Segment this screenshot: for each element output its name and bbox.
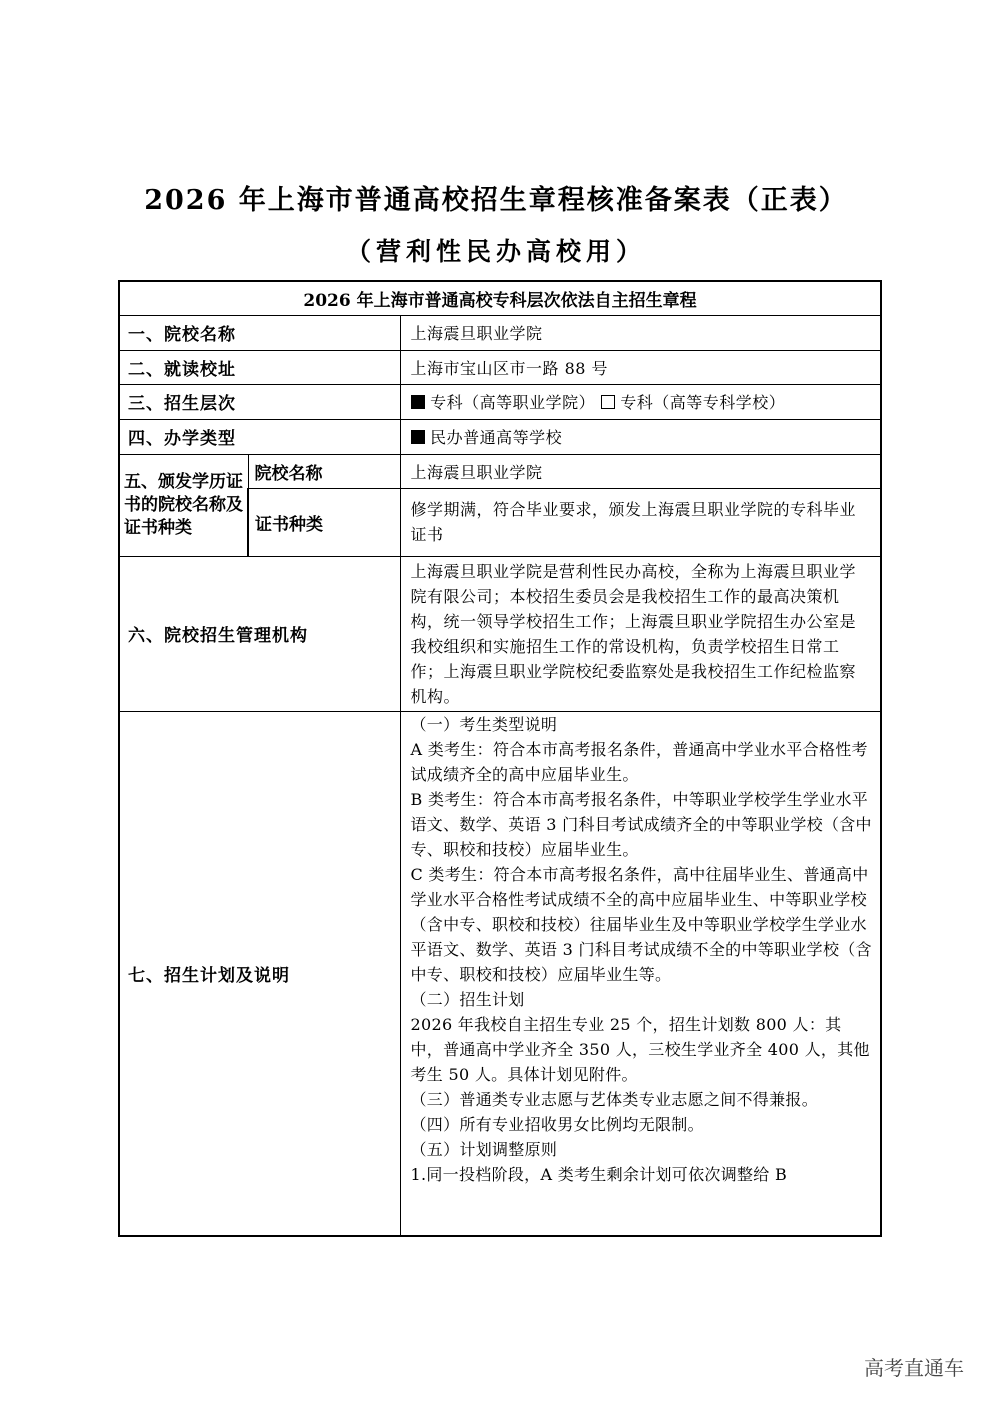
table-header: 2026 年上海市普通高校专科层次依法自主招生章程 [119,281,881,315]
plan-paragraph: A 类考生：符合本市高考报名条件，普通高中学业水平合格性考试成绩齐全的高中应届毕业生。 [410,739,868,784]
plan-paragraph: B 类考生：符合本市高考报名条件，中等职业学校学生学业水平语文、数学、英语 3 门科目考试成绩齐全的中等职业学校（含中专、职校和技校）应届毕业生。 [410,789,872,859]
address-label: 二、就读校址 [119,350,400,384]
row-certificate-name [119,454,881,488]
type-options [400,419,881,454]
school-name-value: 上海震旦职业学院 [400,315,881,350]
school-name-label: 一、院校名称 [119,315,400,350]
plan-label: 七、招生计划及说明 [119,711,400,1236]
certificate-name-value: 上海震旦职业学院 [400,454,881,488]
filing-form-table [118,280,882,1237]
type-label: 四、办学类型 [119,419,400,454]
level-option-label: 专科（高等专科学校） [620,393,786,412]
type-option-private[interactable] [411,428,563,447]
management-label: 六、院校招生管理机构 [119,556,400,711]
level-option-vocational[interactable] [411,393,596,412]
management-value: 上海震旦职业学院是营利性民办高校，全称为上海震旦职业学院有限公司；本校招生委员会是我校招生工作的最高决策机构，统一领导学校招生工作；上海震旦职业学院招生办公室是我校组织和实施招生工作的常设机构，负责学校招生日常工作；上海震旦职业学院校纪委监察处是我校招生工作纪检监察机构。 [400,556,881,711]
plan-paragraph: （四）所有专业招收男女比例均无限制。 [410,1114,704,1134]
checkbox-icon [411,395,425,409]
level-option-specialized[interactable] [601,393,786,412]
plan-paragraph: 2026 年我校自主招生专业 25 个，招生计划数 800 人：其中，普通高中学业齐全 350 人，三校生学业齐全 400 人，其他考生 50 人。具体计划见附件。 [410,1014,870,1084]
level-options [400,384,881,419]
form-title: 2026 年上海市普通高校招生章程核准备案表（正表） [144,185,848,216]
row-type [119,419,881,454]
row-school-name [119,315,881,350]
row-address [119,350,881,384]
checkbox-icon [411,430,425,444]
certificate-kind-label: 证书种类 [248,488,400,556]
plan-paragraph: （一）考生类型说明 [410,714,558,734]
plan-paragraph: （五）计划调整原则 [410,1139,558,1159]
plan-paragraph: C 类考生：符合本市高考报名条件，高中往届毕业生、普通高中学业水平合格性考试成绩不全的高中应届毕业生、中等职业学校（含中专、职校和技校）往届毕业生及中等职业学校学生学业水平语文、数学、英语 3 门科目考试成绩不全的中等职业学校（含中专、职校和技校）应届毕业生等。 [410,864,872,984]
row-level [119,384,881,419]
row-plan [119,711,881,1236]
row-management [119,556,881,711]
plan-paragraph: （二）招生计划 [410,989,525,1009]
address-value: 上海市宝山区市一路 88 号 [400,350,881,384]
form-subtitle: （营利性民办高校用） [345,237,646,266]
level-option-label: 专科（高等职业学院） [430,393,596,412]
plan-paragraph: （三）普通类专业志愿与艺体类专业志愿之间不得兼报。 [410,1089,819,1109]
watermark: 高考直通车 [864,1356,964,1380]
certificate-kind-value: 修学期满，符合毕业要求，颁发上海震旦职业学院的专科毕业证书 [400,488,881,556]
certificate-label: 五、颁发学历证书的院校名称及证书种类 [119,454,248,556]
level-label: 三、招生层次 [119,384,400,419]
type-option-label: 民办普通高等学校 [430,428,563,447]
plan-paragraph: 1.同一投档阶段，A 类考生剩余计划可依次调整给 B [410,1164,788,1184]
plan-content [400,711,881,1236]
checkbox-icon [601,395,615,409]
table-header-row [119,281,881,315]
certificate-name-label: 院校名称 [248,454,400,488]
